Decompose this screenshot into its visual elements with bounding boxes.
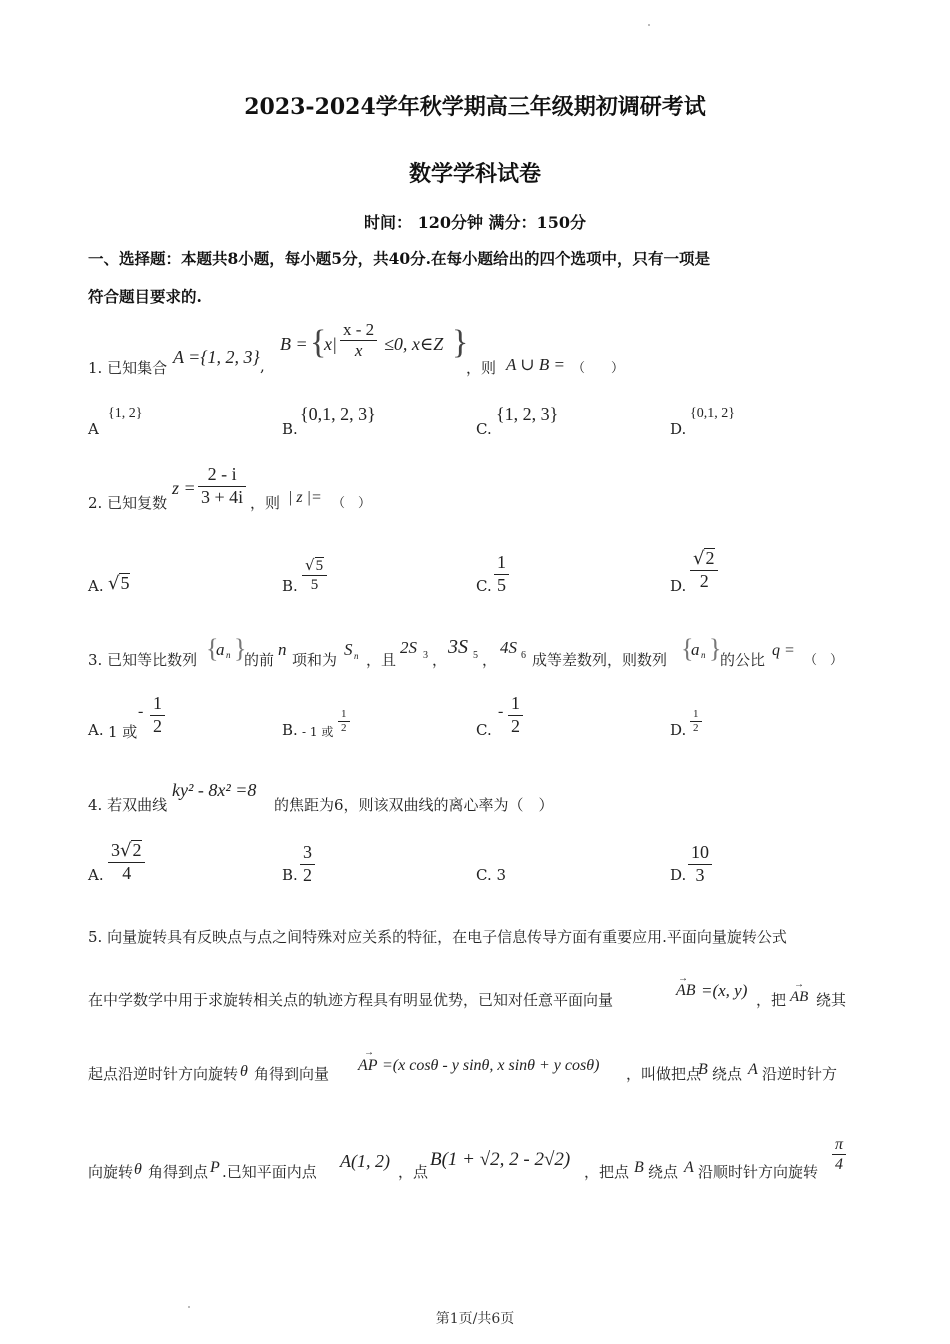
q4-option-a-frac: $\frac{3√2}{4}$: [108, 840, 145, 884]
q1-set-a: A ={1, 2, 3}: [173, 347, 260, 367]
q3-option-a-label[interactable]: A.: [88, 721, 104, 739]
q1-option-d-label[interactable]: D.: [670, 420, 687, 438]
q1-comma: ,: [260, 357, 265, 375]
q4-equation: ky² - 8x² =8: [172, 780, 257, 800]
q4-option-c-value: 3: [496, 866, 507, 884]
q1-option-c-value: {1, 2, 3}: [496, 404, 559, 424]
q1-option-b-label[interactable]: B.: [282, 420, 298, 438]
q2-option-b-value: $\frac{√5}{5}$: [302, 556, 327, 594]
q3-option-b-label[interactable]: B.: [282, 721, 298, 739]
time-info: 时间： 120分钟 满分：150分: [364, 213, 586, 232]
q3-option-c-label[interactable]: C.: [476, 721, 492, 739]
q1-option-a-value: {1, 2}: [108, 406, 143, 421]
q1-union: A ∪ B =: [506, 355, 565, 374]
question-5-line4: 向旋转 θ 角得到点 P .已知平面内点 A(1, 2) ，点 B(1 + √2, 2 - 2√2) ，把点 B 绕点 A 沿顺时针方向旋转 $\frac{\pi}{4}$: [88, 1135, 868, 1185]
q4-option-a-label[interactable]: A.: [88, 866, 104, 884]
q2-paren: （ ）: [332, 496, 372, 511]
question-2-stem: 2. 已知复数: [88, 494, 168, 512]
section-heading-line1: 一、选择题：本题共8小题，每小题5分，共40分.在每小题给出的四个选项中，只有一项是: [88, 249, 711, 268]
question-5-line3: 起点沿逆时针方向旋转 θ 角得到向量 → AP =(x cosθ - y sinθ, x sinθ + y cosθ) ，叫做把点 B 绕点 A 沿逆时针方: [88, 1047, 838, 1083]
exam-subtitle: 数学学科试卷: [408, 161, 541, 187]
q1-then: ，则: [466, 359, 497, 377]
q3-option-c-neg: -: [498, 703, 504, 720]
page-number: 第1页/共6页: [435, 1311, 515, 1327]
q3-option-d-label[interactable]: D.: [670, 721, 687, 739]
scan-dot: [648, 24, 650, 26]
q4-option-c-label[interactable]: C. 3: [476, 866, 507, 884]
q3-option-a-neg: -: [138, 703, 144, 720]
q2-option-b-label[interactable]: B.: [282, 577, 298, 595]
q2-option-c-value: $\frac{1}{5}$: [494, 552, 509, 596]
q3-option-b-text: - 1 或: [302, 725, 334, 739]
question-3-line: 3. 已知等比数列 { a n } 的前 n 项和为 S n ，且 2S 3 ， 3S 5 ， 4S 6 成等差数列，则数列 { a n } 的公比 q = （ ）: [88, 634, 844, 669]
q4-rest: 的焦距为6，则该双曲线的离心率为（ ）: [274, 796, 554, 814]
q2-then: ，则: [250, 494, 281, 512]
q2-option-a-value: √5: [108, 573, 130, 594]
q1-option-c-label[interactable]: C.: [476, 420, 492, 438]
question-5-line2: 在中学数学中用于求旋转相关点的轨迹方程具有明显优势，已知对任意平面向量 → AB =(x, y) ，把 → AB 绕其: [88, 973, 847, 1009]
q2-abs: | z |=: [288, 489, 322, 506]
exam-title: 2023-2024学年秋学期高三年级期初调研考试: [244, 94, 706, 120]
q2-option-c-label[interactable]: C.: [476, 577, 492, 595]
q4-option-b-frac: $\frac{3}{2}$: [300, 842, 315, 886]
q2-z-eq: z =: [172, 478, 196, 498]
q4-option-b-label[interactable]: B.: [282, 866, 298, 884]
scan-dot: [188, 1306, 190, 1308]
question-4-stem: 4. 若双曲线: [88, 796, 168, 814]
q1-option-b-value: {0,1, 2, 3}: [300, 404, 376, 424]
q2-option-d-label[interactable]: D.: [670, 577, 687, 595]
section-heading-line2: 符合题目要求的.: [88, 287, 202, 306]
q3-option-d-frac: $\frac{1}{2}$: [690, 708, 702, 735]
question-1-stem: 1. 已知集合: [88, 359, 168, 377]
q3-option-a-frac: $\frac{1}{2}$: [150, 693, 165, 737]
q1-option-d-value: {0,1, 2}: [690, 406, 735, 421]
q3-option-c-frac: $\frac{1}{2}$: [508, 693, 523, 737]
q2-fraction: $\frac{2 - i}{3 + 4i}$: [198, 464, 246, 508]
q1-option-a-label[interactable]: A: [88, 420, 99, 438]
q3-option-a-text: 1 或: [108, 723, 138, 741]
q1-paren: （ ）: [572, 361, 625, 376]
q3-option-b-frac: $\frac{1}{2}$: [338, 708, 350, 735]
q2-option-d-value: $\frac{√2}{2}$: [690, 548, 718, 592]
question-5-line1: 5. 向量旋转具有反映点与点之间特殊对应关系的特征，在电子信息传导方面有重要应用.平面向量旋转公式: [88, 928, 787, 946]
q4-option-d-label[interactable]: D.: [670, 866, 687, 884]
q4-option-d-frac: $\frac{10}{3}$: [688, 842, 712, 886]
q2-option-a-label[interactable]: A.: [88, 577, 104, 595]
